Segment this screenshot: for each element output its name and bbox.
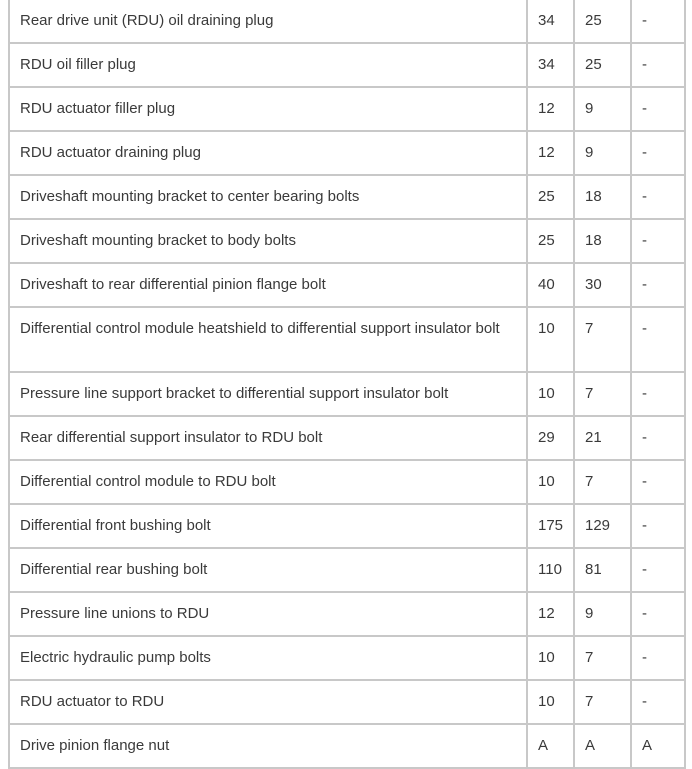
- description-cell: Pressure line unions to RDU: [9, 592, 527, 636]
- nm-cell: 110: [527, 548, 574, 592]
- table-row: [9, 131, 685, 175]
- description-cell: RDU oil filler plug: [9, 43, 527, 87]
- nm-cell: 25: [527, 175, 574, 219]
- lbin-cell: -: [631, 680, 685, 724]
- table-row: [9, 263, 685, 307]
- lbft-cell: 9: [574, 131, 631, 175]
- nm-cell: 10: [527, 636, 574, 680]
- lbft-cell: 18: [574, 219, 631, 263]
- lbin-cell: -: [631, 592, 685, 636]
- torque-spec-table: [8, 0, 686, 769]
- lbft-cell: 7: [574, 680, 631, 724]
- lbin-cell: -: [631, 0, 685, 43]
- description-cell: Driveshaft mounting bracket to center bearing bolts: [9, 175, 527, 219]
- nm-cell: 12: [527, 592, 574, 636]
- nm-cell: 10: [527, 460, 574, 504]
- table-row: [9, 43, 685, 87]
- lbft-cell: 25: [574, 43, 631, 87]
- nm-cell: 10: [527, 372, 574, 416]
- lbft-cell: A: [574, 724, 631, 768]
- nm-cell: 12: [527, 131, 574, 175]
- lbin-cell: -: [631, 175, 685, 219]
- table-row: [9, 416, 685, 460]
- nm-cell: 10: [527, 680, 574, 724]
- table-row: [9, 219, 685, 263]
- table-row: [9, 680, 685, 724]
- description-cell: Rear drive unit (RDU) oil draining plug: [9, 0, 527, 43]
- table-row: [9, 504, 685, 548]
- lbin-cell: -: [631, 131, 685, 175]
- description-cell: Electric hydraulic pump bolts: [9, 636, 527, 680]
- description-cell: Pressure line support bracket to differential support insulator bolt: [9, 372, 527, 416]
- description-cell: RDU actuator draining plug: [9, 131, 527, 175]
- lbft-cell: 7: [574, 307, 631, 372]
- lbft-cell: 21: [574, 416, 631, 460]
- lbin-cell: -: [631, 372, 685, 416]
- table-row: [9, 372, 685, 416]
- lbin-cell: -: [631, 87, 685, 131]
- description-cell: Driveshaft mounting bracket to body bolts: [9, 219, 527, 263]
- description-cell: RDU actuator to RDU: [9, 680, 527, 724]
- lbin-cell: -: [631, 307, 685, 372]
- table-row: [9, 548, 685, 592]
- lbft-cell: 7: [574, 372, 631, 416]
- lbin-cell: -: [631, 263, 685, 307]
- lbin-cell: -: [631, 416, 685, 460]
- description-cell: Differential control module to RDU bolt: [9, 460, 527, 504]
- description-cell: Rear differential support insulator to RDU bolt: [9, 416, 527, 460]
- description-cell: Differential front bushing bolt: [9, 504, 527, 548]
- nm-cell: 40: [527, 263, 574, 307]
- table-row: [9, 87, 685, 131]
- description-cell: Drive pinion flange nut: [9, 724, 527, 768]
- lbin-cell: -: [631, 504, 685, 548]
- lbin-cell: -: [631, 548, 685, 592]
- description-cell: Driveshaft to rear differential pinion flange bolt: [9, 263, 527, 307]
- lbft-cell: 9: [574, 592, 631, 636]
- lbft-cell: 18: [574, 175, 631, 219]
- lbft-cell: 9: [574, 87, 631, 131]
- nm-cell: 175: [527, 504, 574, 548]
- table-row: [9, 307, 685, 372]
- nm-cell: 34: [527, 0, 574, 43]
- nm-cell: 25: [527, 219, 574, 263]
- lbft-cell: 7: [574, 460, 631, 504]
- lbft-cell: 25: [574, 0, 631, 43]
- nm-cell: A: [527, 724, 574, 768]
- lbin-cell: -: [631, 219, 685, 263]
- description-cell: RDU actuator filler plug: [9, 87, 527, 131]
- nm-cell: 29: [527, 416, 574, 460]
- lbin-cell: A: [631, 724, 685, 768]
- lbin-cell: -: [631, 636, 685, 680]
- table-row: [9, 175, 685, 219]
- table-row: [9, 592, 685, 636]
- table-row: [9, 460, 685, 504]
- table-row: [9, 724, 685, 768]
- nm-cell: 12: [527, 87, 574, 131]
- description-cell: Differential rear bushing bolt: [9, 548, 527, 592]
- lbin-cell: -: [631, 43, 685, 87]
- description-cell: Differential control module heatshield to differential support insulator bolt: [9, 307, 527, 372]
- lbft-cell: 81: [574, 548, 631, 592]
- lbft-cell: 129: [574, 504, 631, 548]
- nm-cell: 34: [527, 43, 574, 87]
- lbft-cell: 7: [574, 636, 631, 680]
- lbin-cell: -: [631, 460, 685, 504]
- nm-cell: 10: [527, 307, 574, 372]
- table-row: [9, 0, 685, 43]
- table-row: [9, 636, 685, 680]
- torque-spec-table-container: [8, 0, 684, 769]
- lbft-cell: 30: [574, 263, 631, 307]
